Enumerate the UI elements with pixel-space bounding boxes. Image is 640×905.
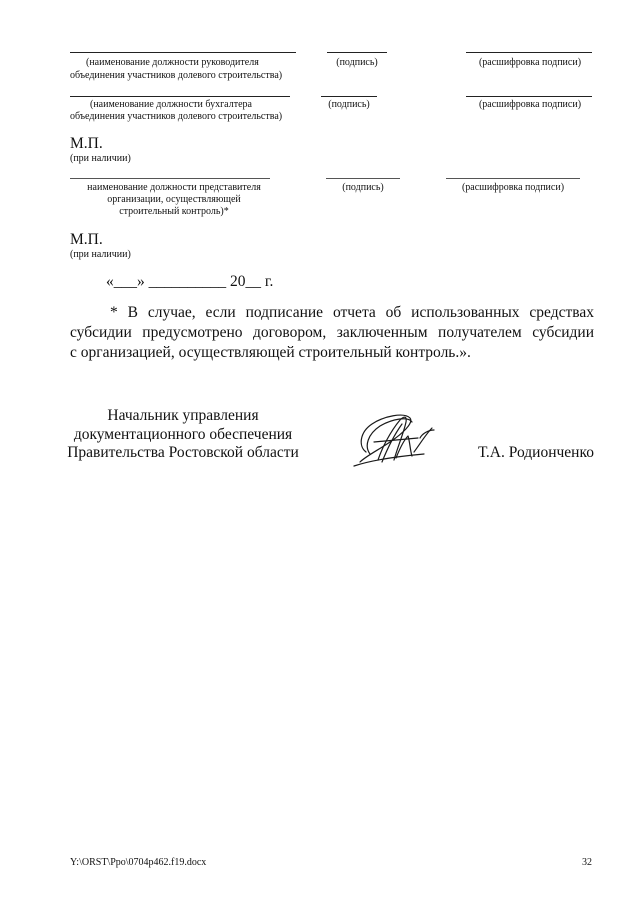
position-caption-1a: (наименование должности руководителя xyxy=(86,57,259,68)
signature-line-1 xyxy=(327,52,387,53)
stamp-note-2: (при наличии) xyxy=(70,249,131,260)
position-line-2 xyxy=(70,96,290,97)
signatory-name: Т.А. Родионченко xyxy=(478,444,594,461)
signatory-title-line-2: документационного обеспечения xyxy=(73,426,293,443)
page-number: 32 xyxy=(582,857,592,868)
position-line-1 xyxy=(70,52,296,53)
decode-line-1 xyxy=(466,52,592,53)
position-caption-3c: строительный контроль)* xyxy=(119,206,229,217)
position-caption-2b: объединения участников долевого строительства) xyxy=(70,111,283,122)
signature-caption-1: (подпись) xyxy=(336,57,378,68)
decode-caption-2: (расшифровка подписи) xyxy=(478,99,582,110)
footnote-line-1: * В случае, если подписание отчета об использованных средствах xyxy=(110,304,594,321)
date-line: «___» __________ 20__ г. xyxy=(106,273,274,290)
footnote-line-3: с организацией, осуществляющей строительный контроль.». xyxy=(70,344,471,361)
stamp-note-1: (при наличии) xyxy=(70,153,131,164)
signature-caption-3: (подпись) xyxy=(342,182,384,193)
stamp-label-2: М.П. xyxy=(70,231,103,248)
footer-file-path: Y:\ORST\Ppo\0704p462.f19.docx xyxy=(70,857,207,868)
footnote-line-2: субсидии предусмотрено договором, заключенным получателем субсидии xyxy=(70,324,594,341)
signatory-title-line-1: Начальник управления xyxy=(107,407,259,424)
position-caption-2a: (наименование должности бухгалтера xyxy=(90,99,252,110)
position-caption-3a: наименование должности представителя xyxy=(87,182,261,193)
stamp-label-1: М.П. xyxy=(70,135,103,152)
signature-caption-2: (подпись) xyxy=(328,99,370,110)
decode-line-2 xyxy=(466,96,592,97)
signature-line-2 xyxy=(321,96,377,97)
handwritten-signature xyxy=(352,408,438,470)
position-caption-3b: организации, осуществляющей xyxy=(107,194,241,205)
position-line-3 xyxy=(70,178,270,179)
position-caption-1b: объединения участников долевого строительства) xyxy=(70,70,283,81)
decode-line-3 xyxy=(446,178,580,179)
signatory-title-line-3: Правительства Ростовской области xyxy=(67,444,299,461)
decode-caption-3: (расшифровка подписи) xyxy=(461,182,565,193)
decode-caption-1: (расшифровка подписи) xyxy=(478,57,582,68)
signature-line-3 xyxy=(326,178,400,179)
